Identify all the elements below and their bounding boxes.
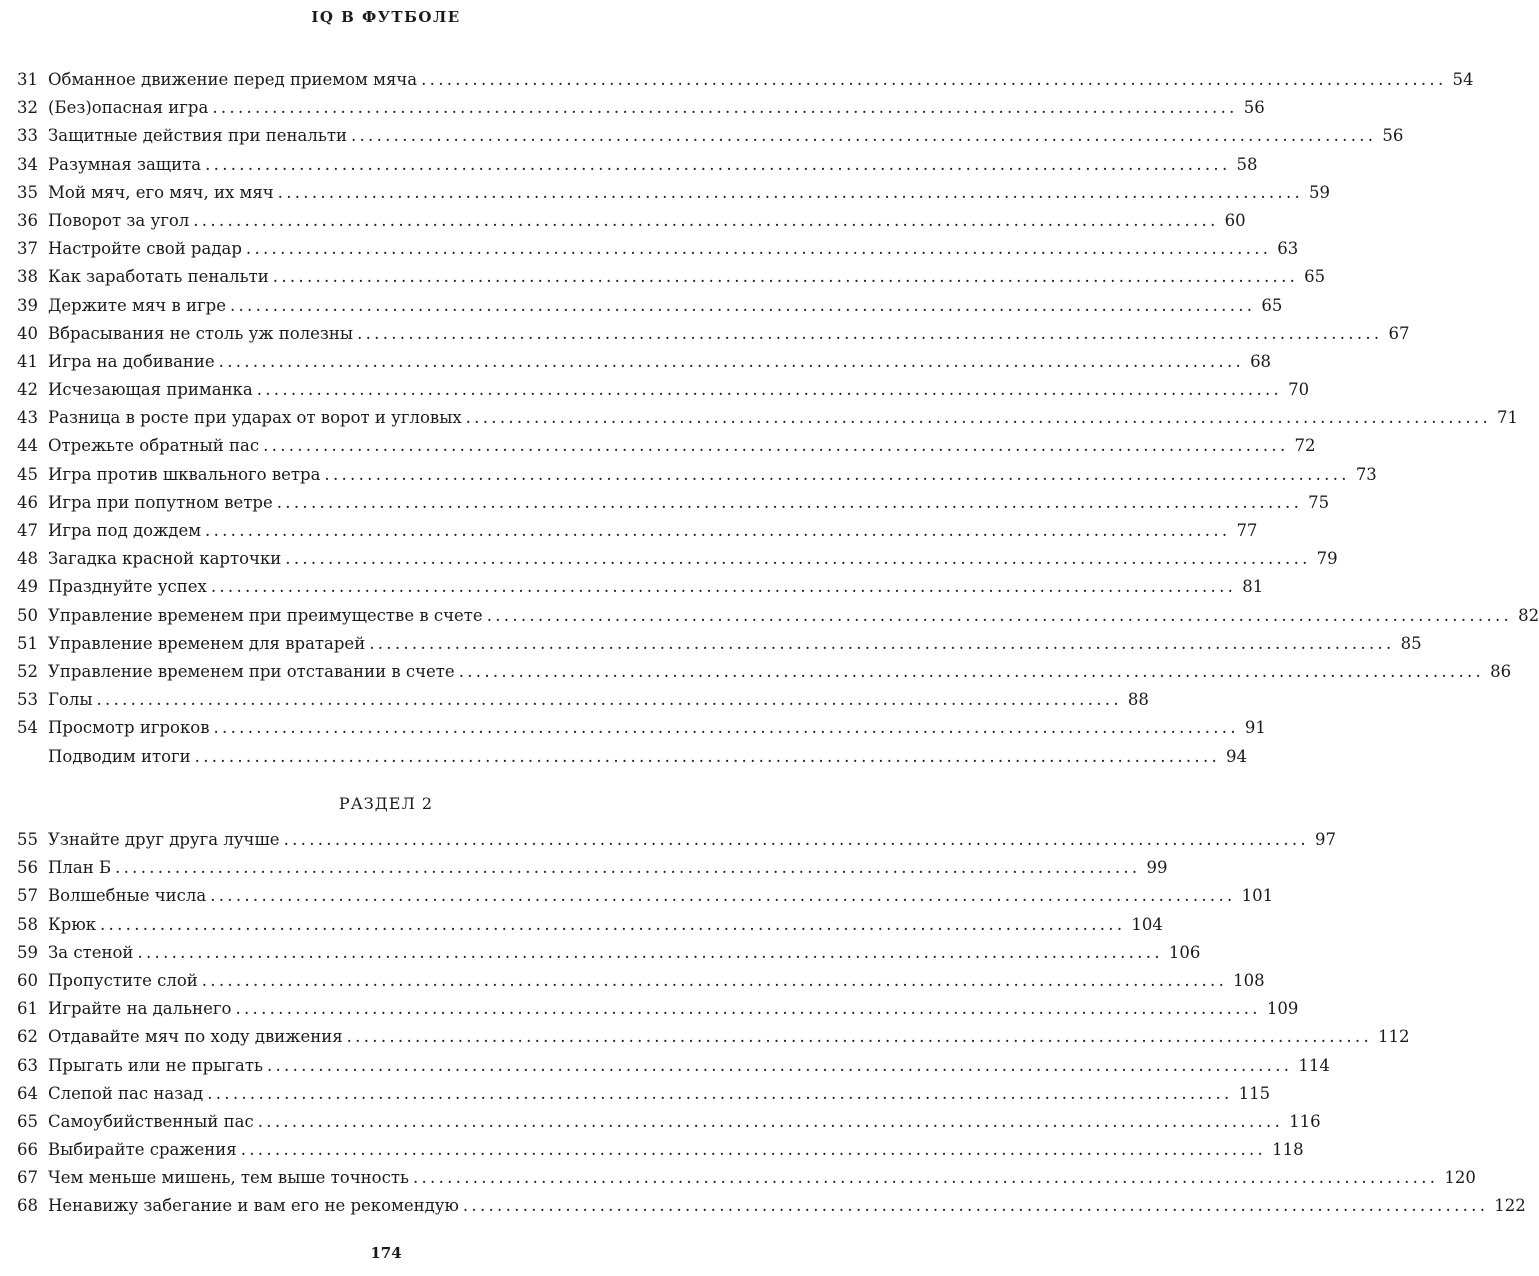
chapter-title: Играйте на дальнего: [48, 999, 232, 1019]
chapter-title: (Без)опасная игра: [48, 98, 209, 118]
chapter-page: 97: [1314, 830, 1336, 849]
dot-leader: ........................................................................................................................: [272, 267, 1299, 287]
toc-entry: [8, 882, 1274, 910]
dot-leader: ........................................................................................................................: [486, 605, 1513, 625]
chapter-number: 64: [17, 1083, 38, 1103]
chapter-page: 68: [1250, 351, 1272, 371]
chapter-number: 37: [17, 239, 38, 259]
chapter-number: 38: [17, 267, 38, 287]
chapter-title: Чем меньше мишень, тем выше точность: [48, 1168, 409, 1188]
chapter-title: Волшебные числа: [48, 886, 207, 906]
toc-entry: [8, 911, 1163, 939]
chapter-page: 65: [1304, 267, 1326, 287]
chapter-title: Самоубийственный пас: [48, 1111, 254, 1131]
chapter-title: Игра под дождем: [48, 521, 202, 540]
chapter-page: 99: [1146, 858, 1168, 878]
chapter-page: 109: [1266, 999, 1299, 1019]
chapter-page: 120: [1444, 1168, 1476, 1188]
chapter-page: 81: [1242, 577, 1264, 597]
toc-entry: [8, 489, 1330, 517]
toc-entry: [8, 630, 1422, 658]
chapter-title: Загадка красной карточки: [48, 549, 282, 569]
chapter-number: 48: [17, 549, 38, 569]
dot-leader: ........................................................................................................................: [210, 886, 1236, 906]
dot-leader: ........................................................................................................................: [462, 1196, 1489, 1216]
chapter-number: 55: [17, 830, 38, 849]
dot-leader: ........................................................................................................................: [421, 70, 1447, 89]
toc-entry: [8, 517, 1258, 545]
chapter-page: 65: [1261, 295, 1283, 315]
chapter-title: Голы: [48, 690, 93, 710]
toc-entry: [8, 995, 1299, 1023]
chapter-number: 59: [17, 942, 38, 962]
dot-leader: ........................................................................................................................: [277, 182, 1304, 202]
toc-entry: [8, 1080, 1271, 1108]
chapter-number: 40: [17, 323, 38, 343]
chapter-page: 77: [1236, 521, 1258, 540]
dot-leader: ........................................................................................................................: [245, 239, 1272, 259]
chapter-page: 85: [1400, 633, 1422, 653]
chapter-number: 67: [17, 1168, 38, 1188]
chapter-number: 53: [17, 690, 38, 710]
toc-entry: [8, 1052, 1330, 1080]
chapter-page: 75: [1308, 492, 1330, 512]
chapter-number: 68: [17, 1196, 38, 1216]
chapter-page: 79: [1316, 549, 1338, 569]
chapter-title: Игра при попутном ветре: [48, 492, 273, 512]
chapter-title: Слепой пас назад: [48, 1083, 204, 1103]
dot-leader: ........................................................................................................................: [263, 436, 1289, 456]
chapter-page: 91: [1244, 718, 1266, 738]
chapter-title: Отдавайте мяч по ходу движения: [48, 1027, 343, 1047]
chapter-title: Выбирайте сражения: [48, 1140, 237, 1160]
chapter-number: 39: [17, 295, 38, 315]
chapter-title: План Б: [48, 858, 112, 878]
toc-entry: [8, 151, 1258, 179]
chapter-number: 52: [17, 661, 38, 681]
dot-leader: ........................................................................................................................: [276, 492, 1303, 512]
chapter-number: 50: [17, 605, 38, 625]
chapter-title: Управление временем при отставании в счете: [48, 661, 455, 681]
chapter-number: 31: [17, 70, 38, 89]
chapter-title: Разумная защита: [48, 154, 202, 174]
dot-leader: ........................................................................................................................: [96, 690, 1122, 710]
chapter-title: Игра против шквального ветра: [48, 464, 321, 484]
chapter-number: 34: [17, 154, 38, 174]
dot-leader: ........................................................................................................................: [207, 1083, 1233, 1103]
chapter-title: Исчезающая приманка: [48, 380, 253, 400]
dot-leader: ........................................................................................................................: [205, 154, 1231, 174]
chapter-title: Поворот за угол: [48, 210, 190, 230]
chapter-title: Крюк: [48, 914, 97, 934]
toc-entry: [8, 545, 1338, 573]
toc-entry: [8, 179, 1331, 207]
chapter-page: 115: [1238, 1083, 1271, 1103]
chapter-number: 41: [17, 351, 38, 371]
page-number: 174: [370, 1244, 402, 1262]
chapter-number: 35: [17, 182, 38, 202]
toc-entry: [8, 348, 1272, 376]
dot-leader: ........................................................................................................................: [346, 1027, 1373, 1047]
toc-entry: [8, 854, 1168, 882]
chapter-page: 71: [1497, 408, 1519, 428]
chapter-title: Управление временем при преимуществе в счете: [48, 605, 483, 625]
dot-leader: ........................................................................................................................: [137, 942, 1163, 962]
toc-entry: [8, 1108, 1321, 1136]
toc-entry: [8, 602, 1539, 630]
dot-leader: ........................................................................................................................: [210, 577, 1237, 597]
chapter-page: 73: [1355, 464, 1377, 484]
dot-leader: ........................................................................................................................: [205, 521, 1231, 540]
chapter-page: 82: [1518, 605, 1539, 625]
chapter-number: 44: [17, 436, 38, 456]
chapter-number: 47: [17, 521, 38, 540]
chapter-title: Защитные действия при пенальти: [48, 126, 347, 146]
chapter-number: 56: [17, 858, 38, 878]
chapter-number: 60: [17, 970, 38, 990]
chapter-number: 42: [17, 380, 38, 400]
toc-entry: [8, 122, 1404, 150]
toc-entry: [8, 235, 1299, 263]
toc-entry: [8, 1023, 1410, 1051]
dot-leader: ........................................................................................................................: [369, 633, 1395, 653]
chapter-page: 112: [1378, 1027, 1410, 1047]
chapter-number: 33: [17, 126, 38, 146]
dot-leader: ........................................................................................................................: [201, 970, 1228, 990]
dot-leader: ........................................................................................................................: [257, 1111, 1284, 1131]
toc-entry: [8, 376, 1310, 404]
toc-entry: [8, 714, 1266, 742]
chapter-title: За стеной: [48, 942, 134, 962]
chapter-page: 88: [1127, 690, 1149, 710]
chapter-page: 106: [1168, 942, 1201, 962]
chapter-number: 32: [17, 98, 38, 118]
chapter-page: 72: [1294, 436, 1316, 456]
chapter-page: 70: [1288, 380, 1310, 400]
chapter-number: 43: [17, 408, 38, 428]
chapter-title: Вбрасывания не столь уж полезны: [48, 323, 354, 343]
chapter-title: Ненавижу забегание и вам его не рекомендую: [48, 1196, 459, 1216]
toc-entry: [8, 320, 1410, 348]
dot-leader: ........................................................................................................................: [115, 858, 1141, 878]
chapter-number: 49: [17, 577, 38, 597]
toc-entry: [8, 207, 1246, 235]
section-heading: РАЗДЕЛ 2: [338, 794, 434, 813]
chapter-page: 108: [1233, 970, 1265, 990]
chapter-page: 58: [1236, 154, 1258, 174]
dot-leader: ........................................................................................................................: [357, 323, 1383, 343]
dot-leader: ........................................................................................................................: [412, 1168, 1439, 1188]
toc-entry: [8, 1164, 1476, 1192]
toc-entry: [8, 573, 1264, 601]
chapter-title: Держите мяч в игре: [48, 295, 226, 315]
chapter-page: 60: [1224, 210, 1246, 230]
dot-leader: ........................................................................................................................: [283, 830, 1309, 849]
chapter-page: 56: [1243, 98, 1265, 118]
toc-entry: [8, 658, 1512, 686]
chapter-page: 122: [1494, 1196, 1526, 1216]
chapter-title: Отрежьте обратный пас: [48, 436, 260, 456]
toc-entry: [8, 826, 1336, 854]
chapter-number: 62: [17, 1027, 38, 1047]
dot-leader: ........................................................................................................................: [465, 408, 1492, 428]
chapter-title: Пропустите слой: [48, 970, 198, 990]
toc-entry: [8, 1192, 1526, 1220]
dot-leader: ........................................................................................................................: [240, 1140, 1267, 1160]
toc-entry: [8, 1136, 1304, 1164]
dot-leader: ........................................................................................................................: [213, 718, 1239, 738]
chapter-page: 104: [1131, 914, 1163, 934]
chapter-title: Управление временем для вратарей: [48, 633, 366, 653]
dot-leader: ........................................................................................................................: [193, 210, 1219, 230]
toc-entry: [8, 263, 1326, 291]
chapter-title: Узнайте друг друга лучше: [48, 830, 280, 849]
dot-leader: ........................................................................................................................: [266, 1055, 1293, 1075]
toc-entry: [8, 939, 1201, 967]
toc-entry: [8, 743, 1248, 771]
chapter-title: Обманное движение перед приемом мяча: [48, 70, 418, 89]
chapter-page: 94: [1226, 746, 1248, 766]
chapter-title: Подводим итоги: [48, 746, 191, 766]
chapter-number: 36: [17, 210, 38, 230]
chapter-title: Как заработать пенальти: [48, 267, 269, 287]
dot-leader: ........................................................................................................................: [235, 999, 1261, 1019]
toc-entry: [8, 404, 1519, 432]
dot-leader: ........................................................................................................................: [350, 126, 1377, 146]
dot-leader: ........................................................................................................................: [229, 295, 1256, 315]
chapter-number: 66: [17, 1140, 38, 1160]
toc-entry: [8, 292, 1283, 320]
chapter-number: 46: [17, 492, 38, 512]
toc-entry: [8, 432, 1316, 460]
toc-entry: [8, 461, 1377, 489]
dot-leader: ........................................................................................................................: [458, 661, 1485, 681]
chapter-number: 58: [17, 914, 38, 934]
chapter-page: 56: [1382, 126, 1404, 146]
chapter-title: Настройте свой радар: [48, 239, 242, 259]
chapter-page: 114: [1298, 1055, 1330, 1075]
chapter-page: 101: [1241, 886, 1274, 906]
chapter-number: 61: [17, 999, 38, 1019]
chapter-page: 118: [1272, 1140, 1304, 1160]
toc-entry: [8, 967, 1265, 995]
dot-leader: ........................................................................................................................: [194, 746, 1221, 766]
toc-entry: [8, 686, 1149, 714]
chapter-number: 57: [17, 886, 38, 906]
chapter-page: 59: [1309, 182, 1331, 202]
dot-leader: ........................................................................................................................: [218, 351, 1245, 371]
toc-entry: [8, 94, 1265, 122]
chapter-number: 54: [17, 718, 38, 738]
chapter-title: Прыгать или не прыгать: [48, 1055, 263, 1075]
chapter-title: Просмотр игроков: [48, 718, 210, 738]
chapter-page: 86: [1490, 661, 1512, 681]
chapter-title: Разница в росте при ударах от ворот и угловых: [48, 408, 462, 428]
chapter-number: 51: [17, 633, 38, 653]
chapter-page: 54: [1452, 70, 1474, 89]
table-of-contents-part-1: [8, 66, 1539, 771]
chapter-number: 45: [17, 464, 38, 484]
running-head: IQ В ФУТБОЛЕ: [311, 8, 461, 26]
dot-leader: ........................................................................................................................: [100, 914, 1126, 934]
chapter-title: Игра на добивание: [48, 351, 215, 371]
dot-leader: ........................................................................................................................: [285, 549, 1311, 569]
dot-leader: ........................................................................................................................: [256, 380, 1283, 400]
dot-leader: ........................................................................................................................: [212, 98, 1238, 118]
toc-entry: [8, 66, 1474, 94]
chapter-number: 65: [17, 1111, 38, 1131]
chapter-page: 63: [1277, 239, 1299, 259]
chapter-number: 63: [17, 1055, 38, 1075]
table-of-contents-part-2: [8, 826, 1526, 1221]
chapter-page: 67: [1388, 323, 1410, 343]
dot-leader: ........................................................................................................................: [324, 464, 1350, 484]
chapter-page: 116: [1289, 1111, 1321, 1131]
chapter-title: Мой мяч, его мяч, их мяч: [48, 182, 274, 202]
chapter-title: Празднуйте успех: [48, 577, 207, 597]
